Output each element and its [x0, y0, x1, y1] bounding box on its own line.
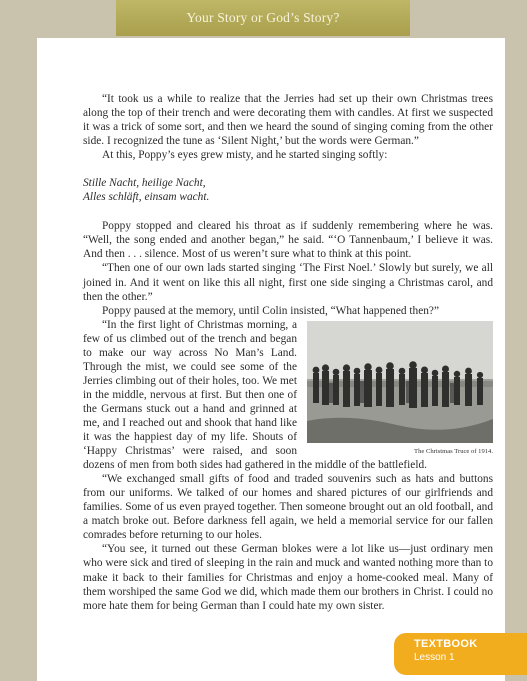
soldiers-illustration: [307, 321, 493, 443]
paragraph: At this, Poppy’s eyes grew misty, and he started singing softly:: [102, 149, 388, 162]
paragraph: Poppy paused at the memory, until Colin insisted, “What happened then?”: [102, 304, 439, 317]
paragraph: “In the first light of Christmas morning, a few of us climbed out of the trench and began to make our way across No Man’s Land. Through the mist, we could see some of the Jerries climbing out of their holes, too. We met in the middle, nervous at first. But then one of the Germans stuck out a hand and grinned at me, and I reached out and shook that hand like it was the happiest day of my life. Shouts of ‘Happy Christmas’ were raised, and soon dozens of men from both sides had gathered in the middle of the battlefield.: [83, 318, 427, 472]
lyric-line: Alles schläft, einsam wacht.: [83, 191, 210, 204]
lyric-line: Stille Nacht, heilige Nacht,: [83, 177, 206, 190]
badge-lesson: Lesson 1: [414, 652, 455, 663]
photo-figure: [307, 321, 493, 456]
paragraph: “We exchanged small gifts of food and traded souvenirs such as hats and buttons from our uniforms. We talked of our homes and shared pictures of our girlfriends and families. Some of us even prayed together. Then someone brought out an old football, and a match broke out. Before darkness fell again, we held a memorial service for our fallen comrades before returning to our holes.: [83, 473, 493, 542]
badge-title: TEXTBOOK: [414, 638, 478, 650]
section-title: Your Story or God’s Story?: [186, 10, 340, 25]
paragraph: “Then one of our own lads started singing ‘The First Noel.’ Slowly but surely, we all joined in. And it went on like this all night, first one side singing a Christmas carol, and then the other.”: [83, 262, 493, 303]
paragraph: “It took us a while to realize that the Jerries had set up their own Christmas trees along the top of their trench and were decorating them with candles. At first we suspected it was a trick of some sort, and then we heard the sound of singing coming from the other side. I recognized the tune as ‘Silent Night,’ but the words were German.”: [83, 93, 493, 148]
section-header: [116, 0, 410, 36]
paragraph: “You see, it turned out these German blokes were a lot like us—just ordinary men who were sick and tired of sleeping in the rain and muck and wanted nothing more than to make it back to their families for Christmas and enjoy a home-cooked meal. Many of them worshiped the same God we did, which made them our brothers in Christ. I could no more hate them for being German than I could hate my own sister.: [83, 543, 493, 612]
textbook-badge: [394, 633, 527, 675]
christmas-truce-photo: [307, 321, 493, 443]
photo-caption: The Christmas Truce of 1914.: [414, 447, 493, 455]
song-lyrics: [83, 176, 493, 204]
paragraph: Poppy stopped and cleared his throat as if suddenly remembering where he was. “Well, the song ended and another began,” he said. “‘O Tannenbaum,’ I believe it was. And then . . . silence. Most of us weren’t sure what to think at this point.: [83, 220, 493, 261]
story-text: [83, 92, 493, 613]
